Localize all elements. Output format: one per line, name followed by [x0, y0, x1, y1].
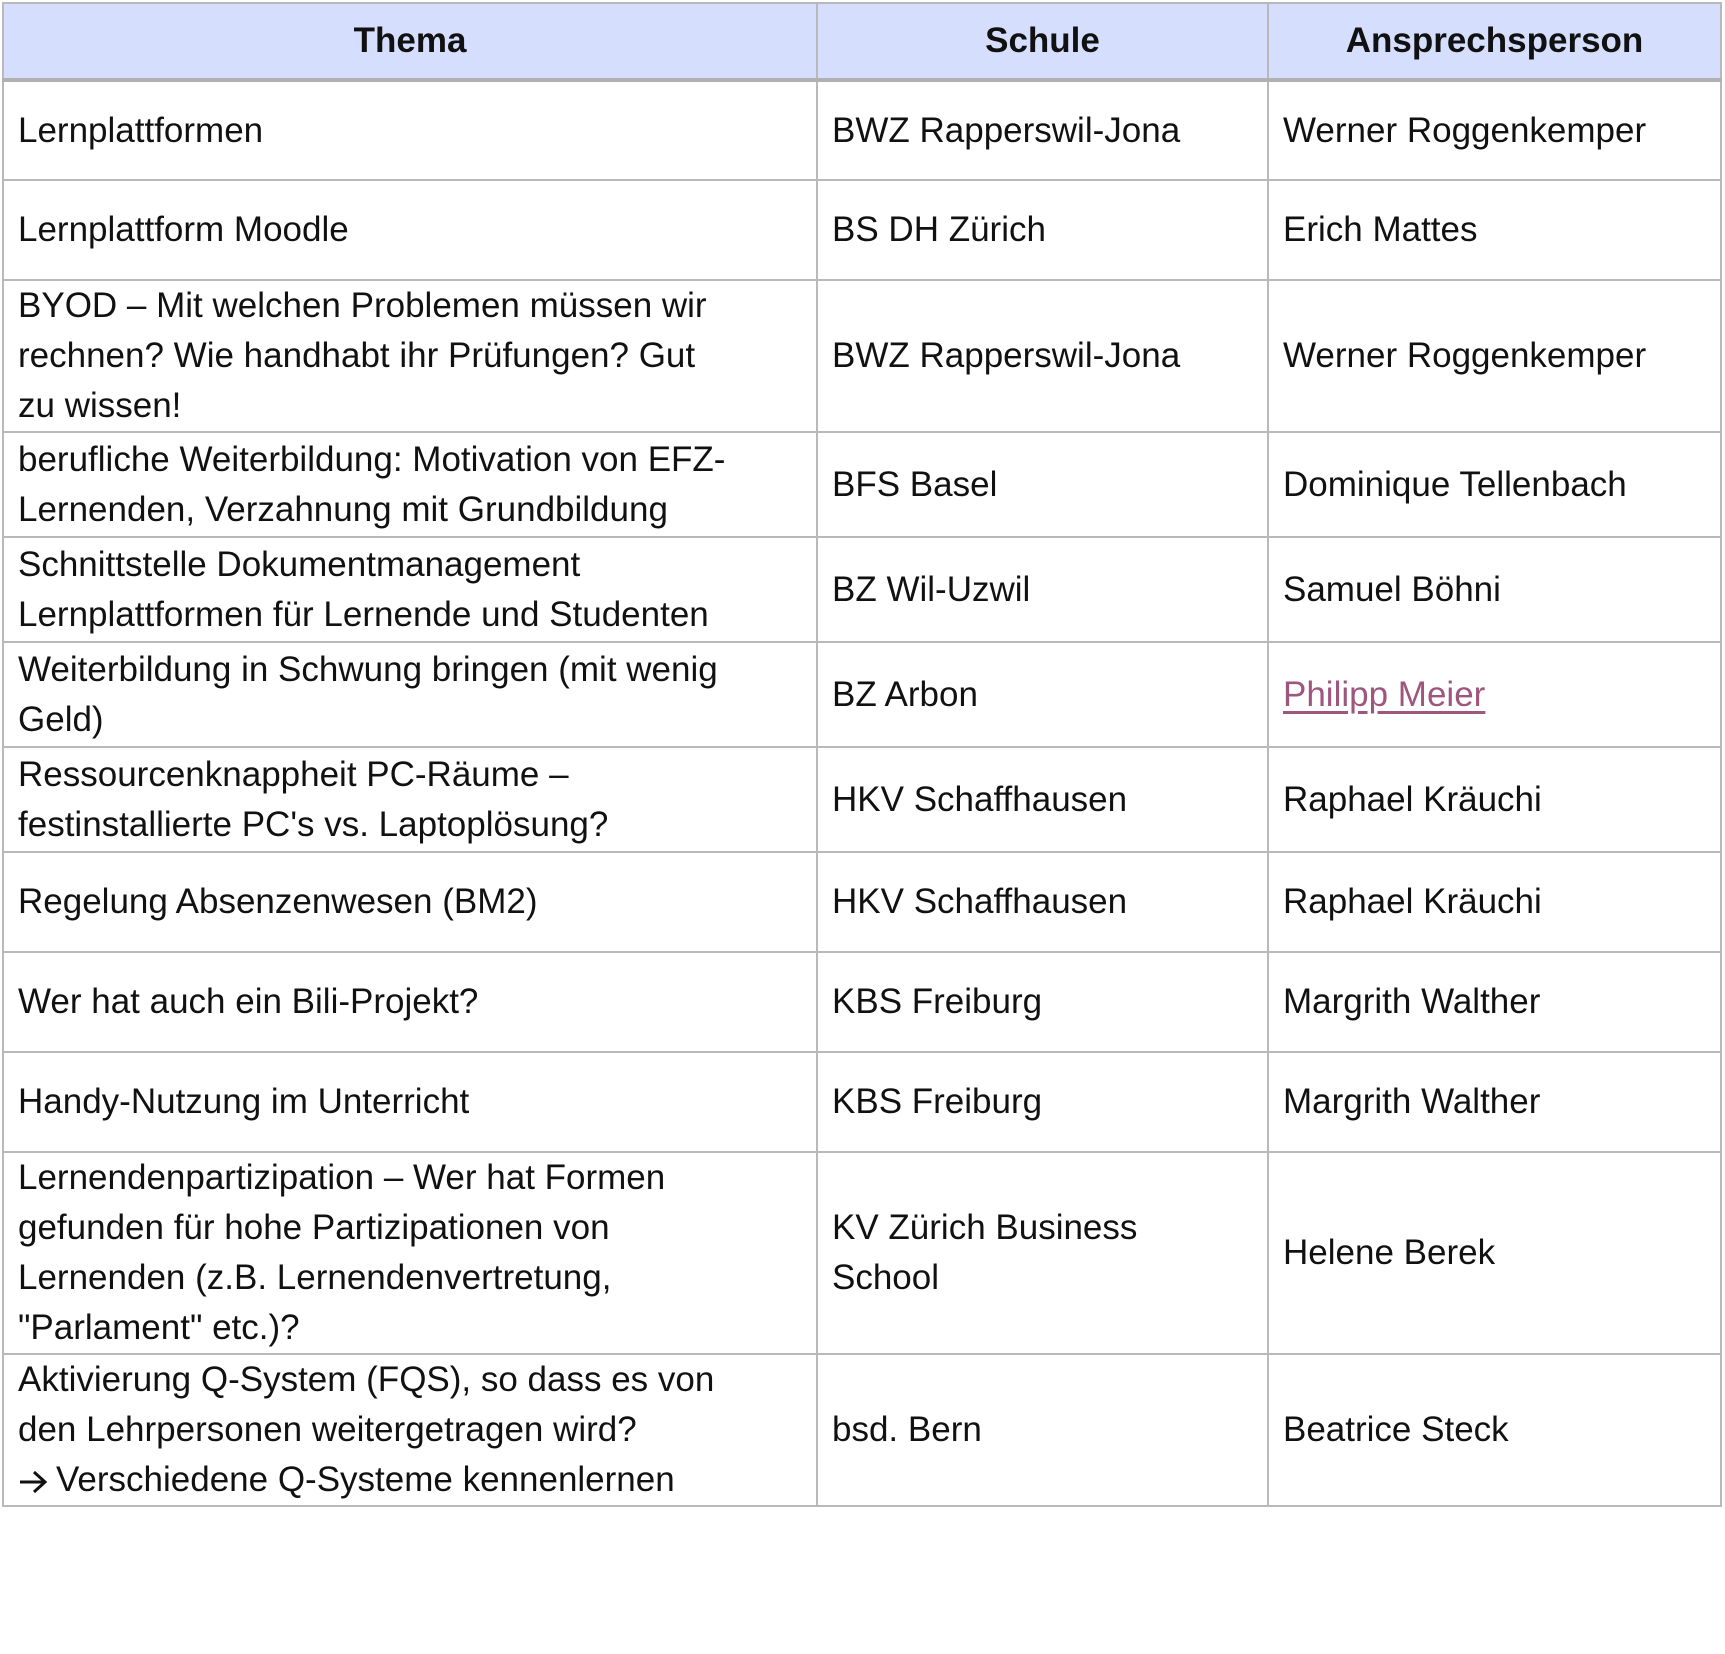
- cell-thema: [3, 432, 817, 537]
- cell-ansprechsperson: [1268, 280, 1721, 432]
- cell-thema: [3, 537, 817, 642]
- schule-line: BFS Basel: [832, 464, 998, 504]
- table-row: [3, 952, 1721, 1052]
- person-link[interactable]: Philipp Meier: [1283, 674, 1486, 714]
- schule-line: KBS Freiburg: [832, 982, 1043, 1021]
- thema-line: Verschiedene Q-Systeme kennenlernen: [56, 1460, 675, 1499]
- cell-thema: [3, 747, 817, 852]
- cell-ansprechsperson: [1268, 1354, 1721, 1506]
- thema-line: Lernendenpartizipation – Wer hat Formen: [18, 1158, 666, 1197]
- cell-thema: [3, 80, 817, 180]
- cell-schule: [817, 280, 1268, 432]
- cell-ansprechsperson: [1268, 747, 1721, 852]
- thema-line: berufliche Weiterbildung: Motivation von EFZ-: [18, 439, 726, 479]
- table-row: [3, 1052, 1721, 1152]
- thema-line: Regelung Absenzenwesen (BM2): [18, 882, 538, 921]
- thema-line: zu wissen!: [18, 386, 182, 425]
- cell-thema: [3, 180, 817, 280]
- cell-ansprechsperson: [1268, 180, 1721, 280]
- thema-line: Wer hat auch ein Bili-Projekt?: [18, 982, 479, 1021]
- header-thema: Thema: [3, 3, 817, 80]
- thema-line: Weiterbildung in Schwung bringen (mit wenig: [18, 649, 718, 689]
- person-name: Erich Mattes: [1283, 210, 1478, 249]
- cell-ansprechsperson: [1268, 432, 1721, 537]
- cell-schule: [817, 80, 1268, 180]
- table-row: [3, 80, 1721, 180]
- cell-ansprechsperson: [1268, 1152, 1721, 1354]
- thema-line: festinstallierte PC's vs. Laptoplösung?: [18, 804, 609, 844]
- person-name: Werner Roggenkemper: [1283, 110, 1647, 150]
- cell-schule: [817, 747, 1268, 852]
- cell-thema: [3, 280, 817, 432]
- cell-schule: [817, 1052, 1268, 1152]
- cell-ansprechsperson: [1268, 80, 1721, 180]
- thema-line: Lernenden (z.B. Lernendenvertretung,: [18, 1258, 612, 1297]
- person-name: Margrith Walther: [1283, 982, 1541, 1021]
- table-row: [3, 432, 1721, 537]
- thema-line: Ressourcenknappheit PC-Räume –: [18, 754, 569, 794]
- thema-line: den Lehrpersonen weitergetragen wird?: [18, 1410, 637, 1449]
- schule-line: KV Zürich Business: [832, 1208, 1138, 1247]
- table-row: [3, 537, 1721, 642]
- topics-table: [2, 2, 1722, 1507]
- cell-thema: [3, 1354, 817, 1506]
- thema-line: "Parlament" etc.)?: [18, 1308, 300, 1347]
- schule-line: BWZ Rapperswil-Jona: [832, 336, 1181, 375]
- person-name: Dominique Tellenbach: [1283, 464, 1627, 504]
- thema-line: Lernplattformen: [18, 110, 264, 150]
- cell-schule: [817, 180, 1268, 280]
- thema-line: gefunden für hohe Partizipationen von: [18, 1208, 610, 1247]
- header-ansprechsperson: Ansprechsperson: [1268, 3, 1721, 80]
- thema-line: Handy-Nutzung im Unterricht: [18, 1082, 470, 1121]
- schule-line: bsd. Bern: [832, 1410, 982, 1449]
- cell-ansprechsperson: [1268, 537, 1721, 642]
- thema-line: Aktivierung Q-System (FQS), so dass es von: [18, 1360, 715, 1399]
- cell-ansprechsperson: [1268, 642, 1721, 747]
- cell-schule: [817, 537, 1268, 642]
- person-name: Werner Roggenkemper: [1283, 336, 1647, 375]
- schule-line: BS DH Zürich: [832, 210, 1046, 249]
- thema-line: Geld): [18, 699, 104, 739]
- cell-schule: [817, 1354, 1268, 1506]
- cell-thema: [3, 642, 817, 747]
- schule-line: BZ Wil-Uzwil: [832, 569, 1031, 609]
- schule-line: BZ Arbon: [832, 674, 978, 714]
- person-name: Raphael Kräuchi: [1283, 779, 1542, 819]
- cell-schule: [817, 1152, 1268, 1354]
- table-header: [3, 3, 1721, 80]
- thema-line: Lernenden, Verzahnung mit Grundbildung: [18, 489, 668, 529]
- cell-ansprechsperson: [1268, 1052, 1721, 1152]
- thema-line: rechnen? Wie handhabt ihr Prüfungen? Gut: [18, 336, 696, 375]
- cell-ansprechsperson: [1268, 852, 1721, 952]
- person-name: Raphael Kräuchi: [1283, 882, 1542, 921]
- header-schule: Schule: [817, 3, 1268, 80]
- cell-schule: [817, 432, 1268, 537]
- cell-thema: [3, 1052, 817, 1152]
- cell-ansprechsperson: [1268, 952, 1721, 1052]
- schule-line: KBS Freiburg: [832, 1082, 1043, 1121]
- person-name: Margrith Walther: [1283, 1082, 1541, 1121]
- thema-line: Lernplattform Moodle: [18, 210, 349, 249]
- cell-thema: [3, 1152, 817, 1354]
- cell-thema: [3, 852, 817, 952]
- thema-line: Schnittstelle Dokumentmanagement: [18, 544, 581, 584]
- table-row: [3, 1354, 1721, 1506]
- schule-line: BWZ Rapperswil-Jona: [832, 110, 1181, 150]
- table-row: [3, 852, 1721, 952]
- thema-line: BYOD – Mit welchen Problemen müssen wir: [18, 286, 707, 325]
- thema-line: Lernplattformen für Lernende und Studenten: [18, 594, 709, 634]
- schule-line: HKV Schaffhausen: [832, 882, 1128, 921]
- schule-line: School: [832, 1258, 940, 1297]
- table-row: [3, 747, 1721, 852]
- cell-schule: [817, 852, 1268, 952]
- table-row: [3, 642, 1721, 747]
- schule-line: HKV Schaffhausen: [832, 779, 1128, 819]
- person-name: Helene Berek: [1283, 1233, 1496, 1272]
- person-name: Beatrice Steck: [1283, 1410, 1509, 1449]
- cell-schule: [817, 642, 1268, 747]
- cell-thema: [3, 952, 817, 1052]
- right-arrow-icon: [18, 1455, 56, 1505]
- cell-schule: [817, 952, 1268, 1052]
- table-row: [3, 280, 1721, 432]
- table-body: [3, 80, 1721, 1506]
- header-row: [3, 3, 1721, 80]
- table-row: [3, 180, 1721, 280]
- person-name: Samuel Böhni: [1283, 569, 1501, 609]
- table-row: [3, 1152, 1721, 1354]
